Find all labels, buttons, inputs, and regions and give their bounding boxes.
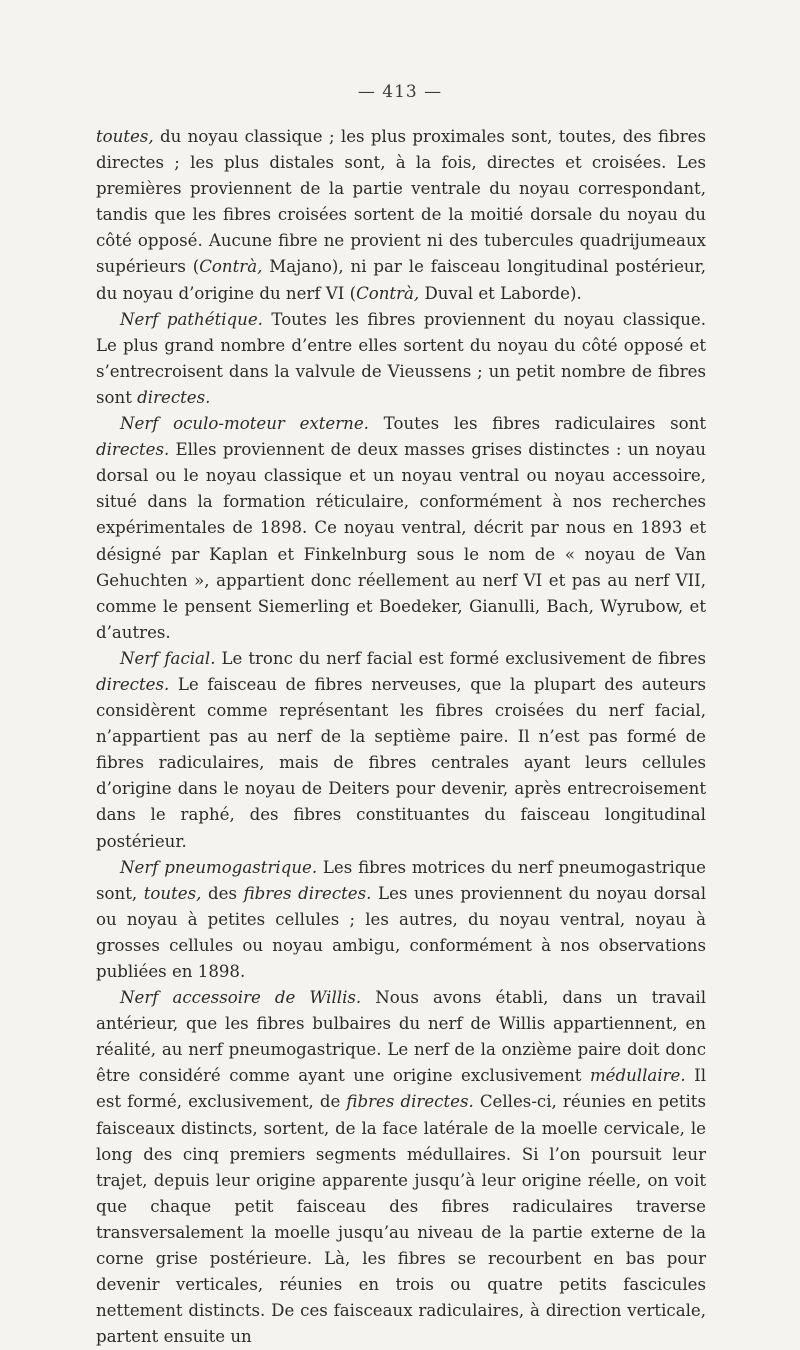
paragraph-continuation <box>96 124 706 307</box>
text-run: Toutes les fibres proviennent du noyau classique. Le plus grand nombre d’entre elles sortent du noyau du côté opposé et s’entrecroisent dans la valvule de Vieussens ; un petit nombre de fibres sont <box>96 309 706 407</box>
text-run: Duval et Laborde). <box>419 283 582 303</box>
text-run-italic: toutes, <box>143 883 202 903</box>
text-run-italic: directes. <box>96 674 170 694</box>
section-heading-italic: Nerf pathétique. <box>120 309 263 329</box>
text-run: du noyau classique ; les plus proximales sont, toutes, des fibres directes ; les plus distales sont, à la fois, directes et croisées. Les premières proviennent de la partie ventrale du noyau correspondant, tandis que les fibres croisées sortent de la moitié dorsale du noyau du côté opposé. Aucune fibre ne provient ni des tubercules quadrijumeaux supérieurs ( <box>96 127 706 277</box>
text-run: Le faisceau de fibres nerveuses, que la plupart des auteurs considèrent comme représentant les fibres croisées du nerf facial, n’appartient pas au nerf de la septième paire. Il n’est pas formé de fibres radiculaires, mais de fibres centrales ayant leurs cellules d’origine dans le noyau de Deiters pour devenir, après entrecroisement dans le raphé, des fibres constituantes du faisceau longitudinal postérieur. <box>96 674 706 851</box>
text-run: Il est formé, exclusivement, de <box>96 1066 706 1112</box>
paragraph-nerf-pathetique <box>96 307 706 411</box>
text-run-italic: directes. <box>137 387 211 407</box>
text-run: Les unes proviennent du noyau dorsal ou noyau à petites cellules ; les autres, du noyau ventral, noyau à grosses cellules ou noyau ambigu, conformément à nos observations publiées en 1898. <box>96 883 707 981</box>
text-run: Nous avons établi, dans un travail antérieur, que les fibres bulbaires du nerf de Willis appartiennent, en réalité, au nerf pneumogastrique. Le nerf de la onzième paire doit donc être considéré comme ayant une origine exclusivement <box>96 988 706 1086</box>
text-run: Le tronc du nerf facial est formé exclusivement de fibres <box>215 648 706 668</box>
text-run: Elles proviennent de deux masses grises distinctes : un noyau dorsal ou le noyau classique et un noyau ventral ou noyau accessoire, situé dans la formation réticulaire, conformément à nos recherches expérimentales de 1898. Ce noyau ventral, décrit par nous en 1893 et désigné par Kaplan et Finkelnburg sous le nom de « noyau de Van Gehuchten », appartient donc réellement au nerf VI et pas au nerf VII, comme le pensent Siemerling et Boedeker, Gianulli, Bach, Wyrubow, et d’autres. <box>96 440 706 642</box>
paragraph-nerf-oculo-moteur-externe <box>96 411 706 646</box>
paragraph-nerf-facial <box>96 646 706 855</box>
body-text <box>96 124 706 1350</box>
text-run-italic: médullaire. <box>589 1066 686 1086</box>
text-run: Les fibres motrices du nerf pneumogastrique sont, <box>96 857 706 903</box>
section-heading-italic: Nerf oculo-moteur externe. <box>120 414 369 434</box>
page-number: — 413 — <box>357 82 443 102</box>
text-run: Celles-ci, réunies en petits faisceaux distincts, sortent, de la face latérale de la moelle cervicale, le long des cinq premiers segments médullaires. Si l’on poursuit leur trajet, depuis leur origine apparente jusqu’à leur origine réelle, on voit que chaque petit faisceau des fibres radiculaires traverse transversalement la moelle jusqu’au niveau de la partie externe de la corne grise postérieure. Là, les fibres se recourbent en bas pour devenir verticales, réunies en trois ou quatre petits fascicules nettement distincts. De ces faisceaux radiculaires, à direction verticale, partent ensuite un <box>96 1092 706 1347</box>
text-run-italic: Contrà, <box>356 283 420 303</box>
paragraph-nerf-accessoire-de-willis <box>96 985 706 1350</box>
section-heading-italic: Nerf facial. <box>120 648 216 668</box>
text-run-italic: fibres directes. <box>243 883 372 903</box>
text-run-italic: Contrà, <box>199 257 263 277</box>
text-run-italic: toutes, <box>96 127 154 146</box>
section-heading-italic: Nerf pneumogastrique. <box>120 857 318 877</box>
text-run: Toutes les fibres radiculaires sont <box>368 414 706 434</box>
text-run-italic: fibres directes. <box>346 1092 474 1112</box>
paragraph-nerf-pneumogastrique <box>96 855 706 985</box>
section-heading-italic: Nerf accessoire de Willis. <box>120 988 362 1008</box>
text-run: des <box>201 883 244 903</box>
text-run: Majano), ni par le faisceau longitudinal postérieur, du noyau d’origine du nerf VI ( <box>96 257 706 303</box>
text-run-italic: directes. <box>96 440 170 460</box>
